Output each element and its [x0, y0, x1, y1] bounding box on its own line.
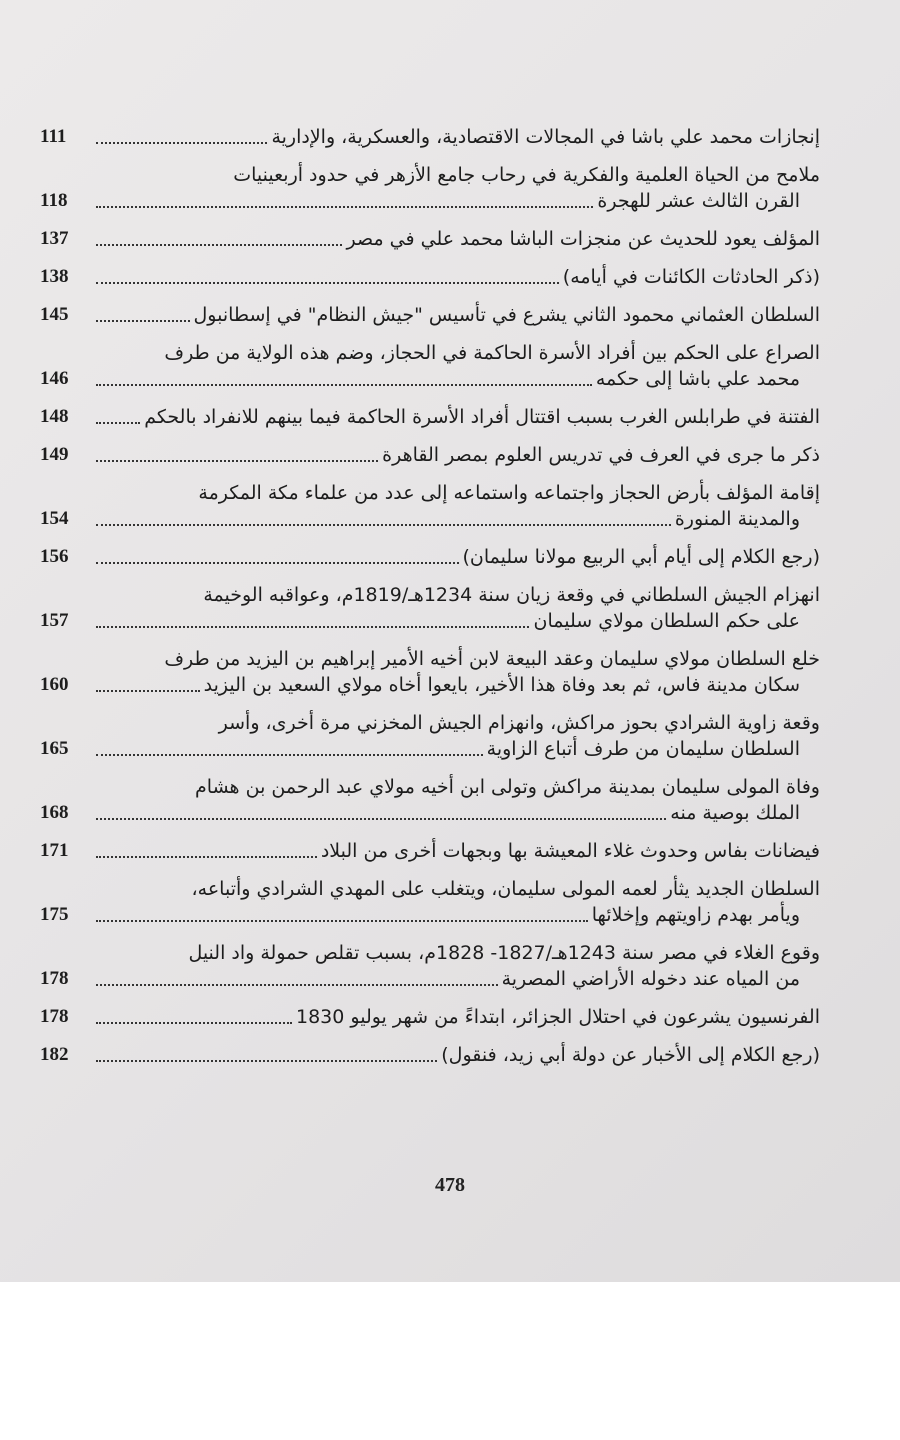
- toc-entry-title-line: الملك بوصية منه: [670, 802, 800, 824]
- toc-entry-title-line: السلطان الجديد يثأر لعمه المولى سليمان، ويتغلب على المهدي الشرادي وأتباعه،: [191, 878, 820, 900]
- toc-entry-title-line: إقامة المؤلف بأرض الحجاز واجتماعه واستماعه إلى عدد من علماء مكة المكرمة: [198, 482, 820, 504]
- toc-entry: [40, 838, 820, 864]
- toc-entry-last-line: [40, 800, 820, 826]
- toc-entry-last-line: [40, 404, 820, 430]
- dot-leader: [96, 984, 498, 986]
- toc-entry-last-line: [40, 442, 820, 468]
- toc-entry: [40, 876, 820, 928]
- toc-entry-title-line: خلع السلطان مولاي سليمان وعقد البيعة لابن أخيه الأمير إبراهيم بن اليزيد من طرف: [164, 648, 820, 670]
- toc-entry: [40, 226, 820, 252]
- toc-page-number: 157: [40, 610, 69, 631]
- dot-leader: [96, 856, 317, 858]
- toc-entry: [40, 940, 820, 992]
- toc-entry-title-line: فيضانات بفاس وحدوث غلاء المعيشة بها وبجهات أخرى من البلاد: [320, 840, 820, 862]
- toc-page-number: 148: [40, 406, 69, 427]
- toc-entry-last-line: [40, 672, 820, 698]
- toc-entry: [40, 264, 820, 290]
- dot-leader: [96, 562, 459, 564]
- toc-entry-last-line: [40, 226, 820, 252]
- toc-entry-last-line: [40, 366, 820, 392]
- toc-page-number: 145: [40, 304, 69, 325]
- toc-entry-title-line: سكان مدينة فاس، ثم بعد وفاة هذا الأخير، بايعوا أخاه مولاي السعيد بن اليزيد: [203, 674, 800, 696]
- toc-entry-title-line: الفتنة في طرابلس الغرب بسبب اقتتال أفراد الأسرة الحاكمة فيما بينهم للانفراد بالحكم: [144, 406, 820, 428]
- page-number: 478: [435, 1174, 465, 1196]
- toc-entry: [40, 340, 820, 392]
- toc-page-number: 111: [40, 126, 67, 147]
- toc-page-number: 138: [40, 266, 69, 287]
- toc-entry-last-line: [40, 188, 820, 214]
- toc-entry-title-line: (رجع الكلام إلى الأخبار عن دولة أبي زيد، فنقول): [441, 1044, 820, 1066]
- toc-entry-title-line: إنجازات محمد علي باشا في المجالات الاقتصادية، والعسكرية، والإدارية: [271, 126, 820, 148]
- toc-entry-title-line: وفاة المولى سليمان بمدينة مراكش وتولى ابن أخيه مولاي عبد الرحمن بن هشام: [195, 776, 820, 798]
- toc-entry-title-line: محمد علي باشا إلى حكمه: [595, 368, 800, 390]
- toc-entry-title-line: القرن الثالث عشر للهجرة: [597, 190, 800, 212]
- toc-entry-title-line: والمدينة المنورة: [674, 508, 800, 530]
- toc-entry-title-line: ملامح من الحياة العلمية والفكرية في رحاب جامع الأزهر في حدود أربعينيات: [233, 164, 820, 186]
- toc-page-number: 178: [40, 1006, 69, 1027]
- toc-entry-title-line: الصراع على الحكم بين أفراد الأسرة الحاكمة في الحجاز، وضم هذه الولاية من طرف: [164, 342, 820, 364]
- toc-page-number: 146: [40, 368, 69, 389]
- toc-entry-last-line: [40, 302, 820, 328]
- toc-entry-last-line: [40, 1042, 820, 1068]
- toc-page-number: 137: [40, 228, 69, 249]
- toc-entry-title-line: السلطان سليمان من طرف أتباع الزاوية: [486, 738, 800, 760]
- dot-leader: [96, 524, 671, 526]
- toc-entry-last-line: [40, 506, 820, 532]
- toc-page-number: 165: [40, 738, 69, 759]
- toc-entry: [40, 302, 820, 328]
- dot-leader: [96, 206, 593, 208]
- dot-leader: [96, 460, 378, 462]
- toc-entry-last-line: [40, 838, 820, 864]
- toc-entry: [40, 480, 820, 532]
- toc-entry: [40, 710, 820, 762]
- dot-leader: [96, 818, 666, 820]
- dot-leader: [96, 142, 267, 144]
- toc-entry-last-line: [40, 544, 820, 570]
- table-of-contents: [40, 124, 820, 1068]
- toc-entry-title-line: (ذكر الحادثات الكائنات في أيامه): [562, 266, 820, 288]
- toc-entry-title-line: المؤلف يعود للحديث عن منجزات الباشا محمد علي في مصر: [346, 228, 820, 250]
- toc-entry-title-line: على حكم السلطان مولاي سليمان: [533, 610, 800, 632]
- toc-entry: [40, 1004, 820, 1030]
- dot-leader: [96, 920, 588, 922]
- dot-leader: [96, 384, 592, 386]
- dot-leader: [96, 690, 200, 692]
- toc-entry: [40, 582, 820, 634]
- dot-leader: [96, 422, 140, 424]
- toc-entry: [40, 162, 820, 214]
- toc-page-number: 160: [40, 674, 69, 695]
- toc-entry-title-line: الفرنسيون يشرعون في احتلال الجزائر، ابتداءً من شهر يوليو 1830: [296, 1006, 820, 1028]
- toc-entry-title-line: السلطان العثماني محمود الثاني يشرع في تأسيس "جيش النظام" في إسطانبول: [193, 304, 820, 326]
- toc-entry-title-line: وقعة زاوية الشرادي بحوز مراكش، وانهزام الجيش المخزني مرة أخرى، وأسر: [218, 712, 820, 734]
- toc-entry-last-line: [40, 902, 820, 928]
- toc-page-number: 168: [40, 802, 69, 823]
- toc-entry: [40, 646, 820, 698]
- toc-entry-last-line: [40, 608, 820, 634]
- toc-entry: [40, 774, 820, 826]
- dot-leader: [96, 320, 190, 322]
- dot-leader: [96, 754, 483, 756]
- toc-page-number: 178: [40, 968, 69, 989]
- dot-leader: [96, 244, 342, 246]
- toc-page-number: 118: [40, 190, 68, 211]
- toc-page-number: 175: [40, 904, 69, 925]
- toc-entry-last-line: [40, 124, 820, 150]
- toc-entry-last-line: [40, 966, 820, 992]
- toc-entry: [40, 404, 820, 430]
- dot-leader: [96, 1022, 292, 1024]
- toc-entry-last-line: [40, 1004, 820, 1030]
- toc-entry-title-line: (رجع الكلام إلى أيام أبي الربيع مولانا سليمان): [462, 546, 820, 568]
- toc-page-number: 171: [40, 840, 69, 861]
- dot-leader: [96, 626, 529, 628]
- toc-entry: [40, 442, 820, 468]
- dot-leader: [96, 1060, 437, 1062]
- toc-entry-last-line: [40, 264, 820, 290]
- toc-page-number: 156: [40, 546, 69, 567]
- toc-entry-title-line: وقوع الغلاء في مصر سنة 1243هـ/1827- 1828م، بسبب تقلص حمولة واد النيل: [188, 942, 820, 964]
- toc-page-number: 182: [40, 1044, 69, 1065]
- toc-entry-last-line: [40, 736, 820, 762]
- toc-entry-title-line: من المياه عند دخوله الأراضي المصرية: [501, 968, 800, 990]
- toc-entry: [40, 124, 820, 150]
- toc-entry-title-line: انهزام الجيش السلطاني في وقعة زيان سنة 1234هـ/1819م، وعواقبه الوخيمة: [203, 584, 820, 606]
- toc-entry-title-line: ذكر ما جرى في العرف في تدريس العلوم بمصر القاهرة: [382, 444, 820, 466]
- toc-entry: [40, 1042, 820, 1068]
- toc-entry-title-line: ويأمر بهدم زاويتهم وإخلائها: [591, 904, 800, 926]
- toc-page-number: 149: [40, 444, 69, 465]
- toc-page-number: 154: [40, 508, 69, 529]
- dot-leader: [96, 282, 559, 284]
- toc-entry: [40, 544, 820, 570]
